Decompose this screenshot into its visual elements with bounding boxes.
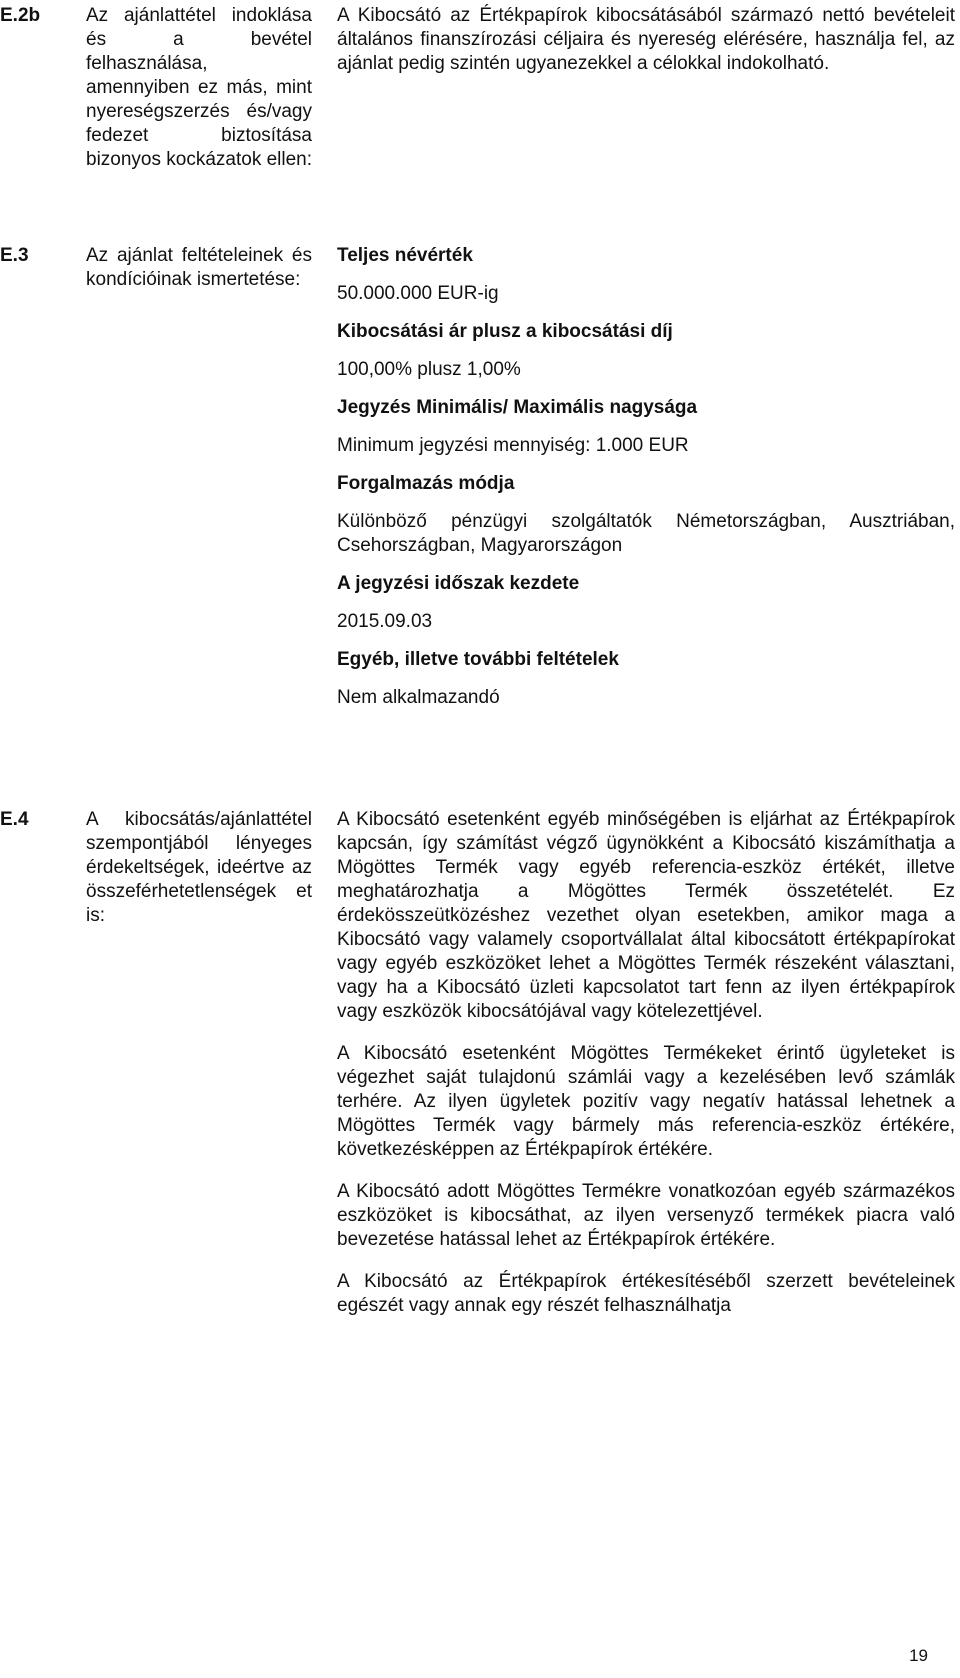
- field-value-subscription-start: 2015.09.03: [337, 611, 433, 632]
- page-number: 19: [909, 1646, 928, 1665]
- section-number: E.4: [0, 809, 29, 830]
- field-label-subscription-size: Jegyzés Minimális/ Maximális nagysága: [337, 397, 698, 418]
- field-label-distribution: Forgalmazás módja: [337, 473, 515, 494]
- field-value-other-conditions: Nem alkalmazandó: [337, 687, 500, 708]
- section-number: E.3: [0, 245, 29, 266]
- section-paragraph: A Kibocsátó esetenként Mögöttes Termékeket érintő ügyleteket is végezhet saját tulajdonú számlái vagy a kezelésében levő számlák terhére. Az ilyen ügyletek pozitív vagy negatív hatással lehetnek a Mögöttes Termék vagy bármely más referencia-eszköz értékére, következésképpen az Értékpapírok értékére.: [337, 1043, 955, 1160]
- section-label: Az ajánlattétel indoklása és a bevétel felhasználása, amennyiben ez más, mint nyereségszerzés és/vagy fedezet biztosítása bizonyos kockázatok ellen:: [86, 5, 313, 170]
- field-value-subscription-size: Minimum jegyzési mennyiség: 1.000 EUR: [337, 435, 689, 456]
- field-label-other-conditions: Egyéb, illetve további feltételek: [337, 649, 619, 670]
- field-label-total-nominal: Teljes névérték: [337, 245, 473, 266]
- section-content: [337, 808, 955, 1318]
- section-paragraph: A Kibocsátó az Értékpapírok kibocsátásából származó nettó bevételeit általános finanszírozási céljaira és nyereség elérésére, használja fel, az ajánlat pedig szintén ugyanezekkel a célokkal indokolható.: [337, 5, 955, 74]
- offer-terms-list: [337, 244, 955, 710]
- section-label: Az ajánlat feltételeinek és kondícióinak ismertetése:: [86, 245, 312, 290]
- section-content: [337, 244, 955, 724]
- section-label: A kibocsátás/ajánlattétel szempontjából lényeges érdekeltségek, ideértve az összeférhetetlenségek et is:: [86, 809, 312, 926]
- field-label-subscription-start: A jegyzési időszak kezdete: [337, 573, 580, 594]
- section-paragraph: A Kibocsátó esetenként egyéb minőségében is eljárhat az Értékpapírok kapcsán, így számítást végző ügynökként a Kibocsátó kiszámíthatja a Mögöttes Termék vagy egyéb referencia-eszköz értékét, illetve meghatározhatja a Mögöttes Termék összetételét. Ez érdekösszeütközéshez vezethet olyan esetekben, amikor maga a Kibocsátó vagy valamely csoportvállalat által kibocsátott értékpapírokat vagy egyéb eszközöket lehet a Mögöttes Termék részeként választani, vagy ha a Kibocsátó üzleti kapcsolatot tart fenn az ilyen értékpapírok vagy eszközök kibocsátójával vagy kötelezettjével.: [337, 809, 955, 1022]
- field-value-total-nominal: 50.000.000 EUR-ig: [337, 283, 499, 304]
- field-value-issue-price: 100,00% plusz 1,00%: [337, 359, 521, 380]
- field-value-distribution: Különböző pénzügyi szolgáltatók Németországban, Ausztriában, Csehországban, Magyarországon: [337, 511, 955, 556]
- section-number: E.2b: [0, 5, 41, 26]
- section-paragraph: A Kibocsátó adott Mögöttes Termékre vonatkozóan egyéb származékos eszközöket is kibocsáthat, az ilyen versenyző termékek piacra való bevezetése hatással lehet az Értékpapírok értékére.: [337, 1181, 955, 1250]
- field-label-issue-price: Kibocsátási ár plusz a kibocsátási díj: [337, 321, 673, 342]
- section-content: [337, 4, 955, 76]
- section-paragraph: A Kibocsátó az Értékpapírok értékesítéséből szerzett bevételeinek egészét vagy annak egy részét felhasználhatja: [337, 1271, 955, 1316]
